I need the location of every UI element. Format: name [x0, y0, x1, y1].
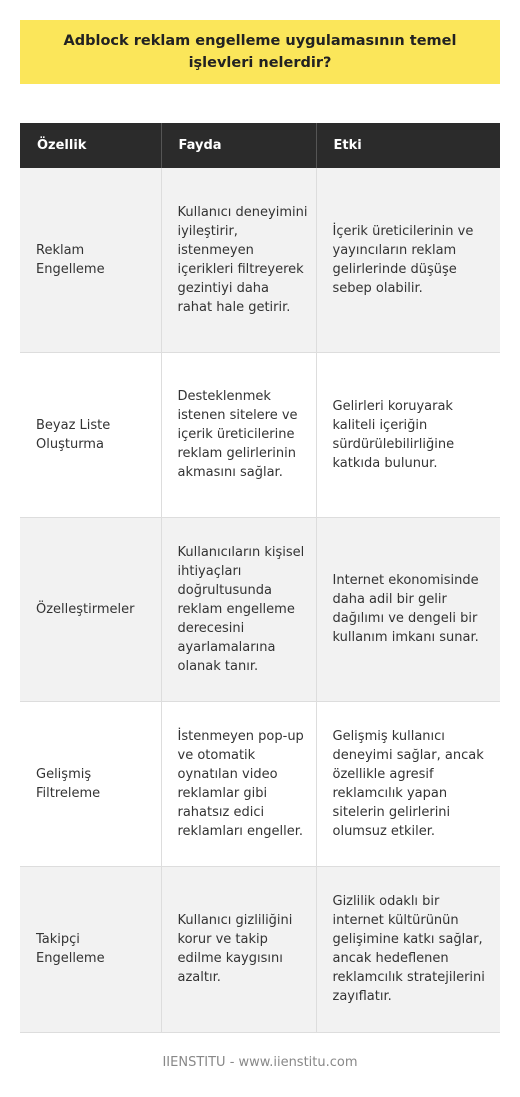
column-header-effect: Etki: [316, 123, 500, 168]
feature-cell: Beyaz Liste Oluşturma: [20, 352, 161, 517]
benefit-cell: Kullanıcı deneyimini iyileştirir, istenmeyen içerikleri filtreyerek gezintiyi daha rahat hale getirir.: [161, 168, 316, 352]
column-header-feature: Özellik: [20, 123, 161, 168]
feature-cell: Özelleştirmeler: [20, 517, 161, 701]
effect-cell: Gelirleri koruyarak kaliteli içeriğin sürdürülebilirliğine katkıda bulunur.: [316, 352, 500, 517]
table-header-row: [20, 123, 500, 168]
effect-cell: Gelişmiş kullanıcı deneyimi sağlar, ancak özellikle agresif reklamcılık yapan sitelerin gelirlerini olumsuz etkiler.: [316, 701, 500, 866]
table-row: [20, 866, 500, 1032]
column-header-benefit: Fayda: [161, 123, 316, 168]
page-title: Adblock reklam engelleme uygulamasının temel işlevleri nelerdir?: [63, 33, 457, 71]
feature-cell: Takipçi Engelleme: [20, 866, 161, 1032]
effect-cell: Gizlilik odaklı bir internet kültürünün gelişimine katkı sağlar, ancak hedeflenen reklamcılık stratejilerini zayıflatır.: [316, 866, 500, 1032]
benefit-cell: Kullanıcı gizliliğini korur ve takip edilme kaygısını azaltır.: [161, 866, 316, 1032]
benefit-cell: İstenmeyen pop-up ve otomatik oynatılan video reklamlar gibi rahatsız edici reklamları engeller.: [161, 701, 316, 866]
table-row: [20, 168, 500, 352]
footer-credit: IIENSTITU - www.iienstitu.com: [162, 1055, 358, 1070]
effect-cell: Internet ekonomisinde daha adil bir gelir dağılımı ve dengeli bir kullanım imkanı sunar.: [316, 517, 500, 701]
feature-cell: Gelişmiş Filtreleme: [20, 701, 161, 866]
effect-cell: İçerik üreticilerinin ve yayıncıların reklam gelirlerinde düşüşe sebep olabilir.: [316, 168, 500, 352]
table-row: [20, 701, 500, 866]
features-table: [20, 123, 500, 1033]
feature-cell: Reklam Engelleme: [20, 168, 161, 352]
table-row: [20, 517, 500, 701]
title-banner: [20, 20, 500, 84]
table-row: [20, 352, 500, 517]
benefit-cell: Desteklenmek istenen sitelere ve içerik üreticilerine reklam gelirlerinin akmasını sağlar.: [161, 352, 316, 517]
benefit-cell: Kullanıcıların kişisel ihtiyaçları doğrultusunda reklam engelleme derecesini ayarlamalarına olanak tanır.: [161, 517, 316, 701]
